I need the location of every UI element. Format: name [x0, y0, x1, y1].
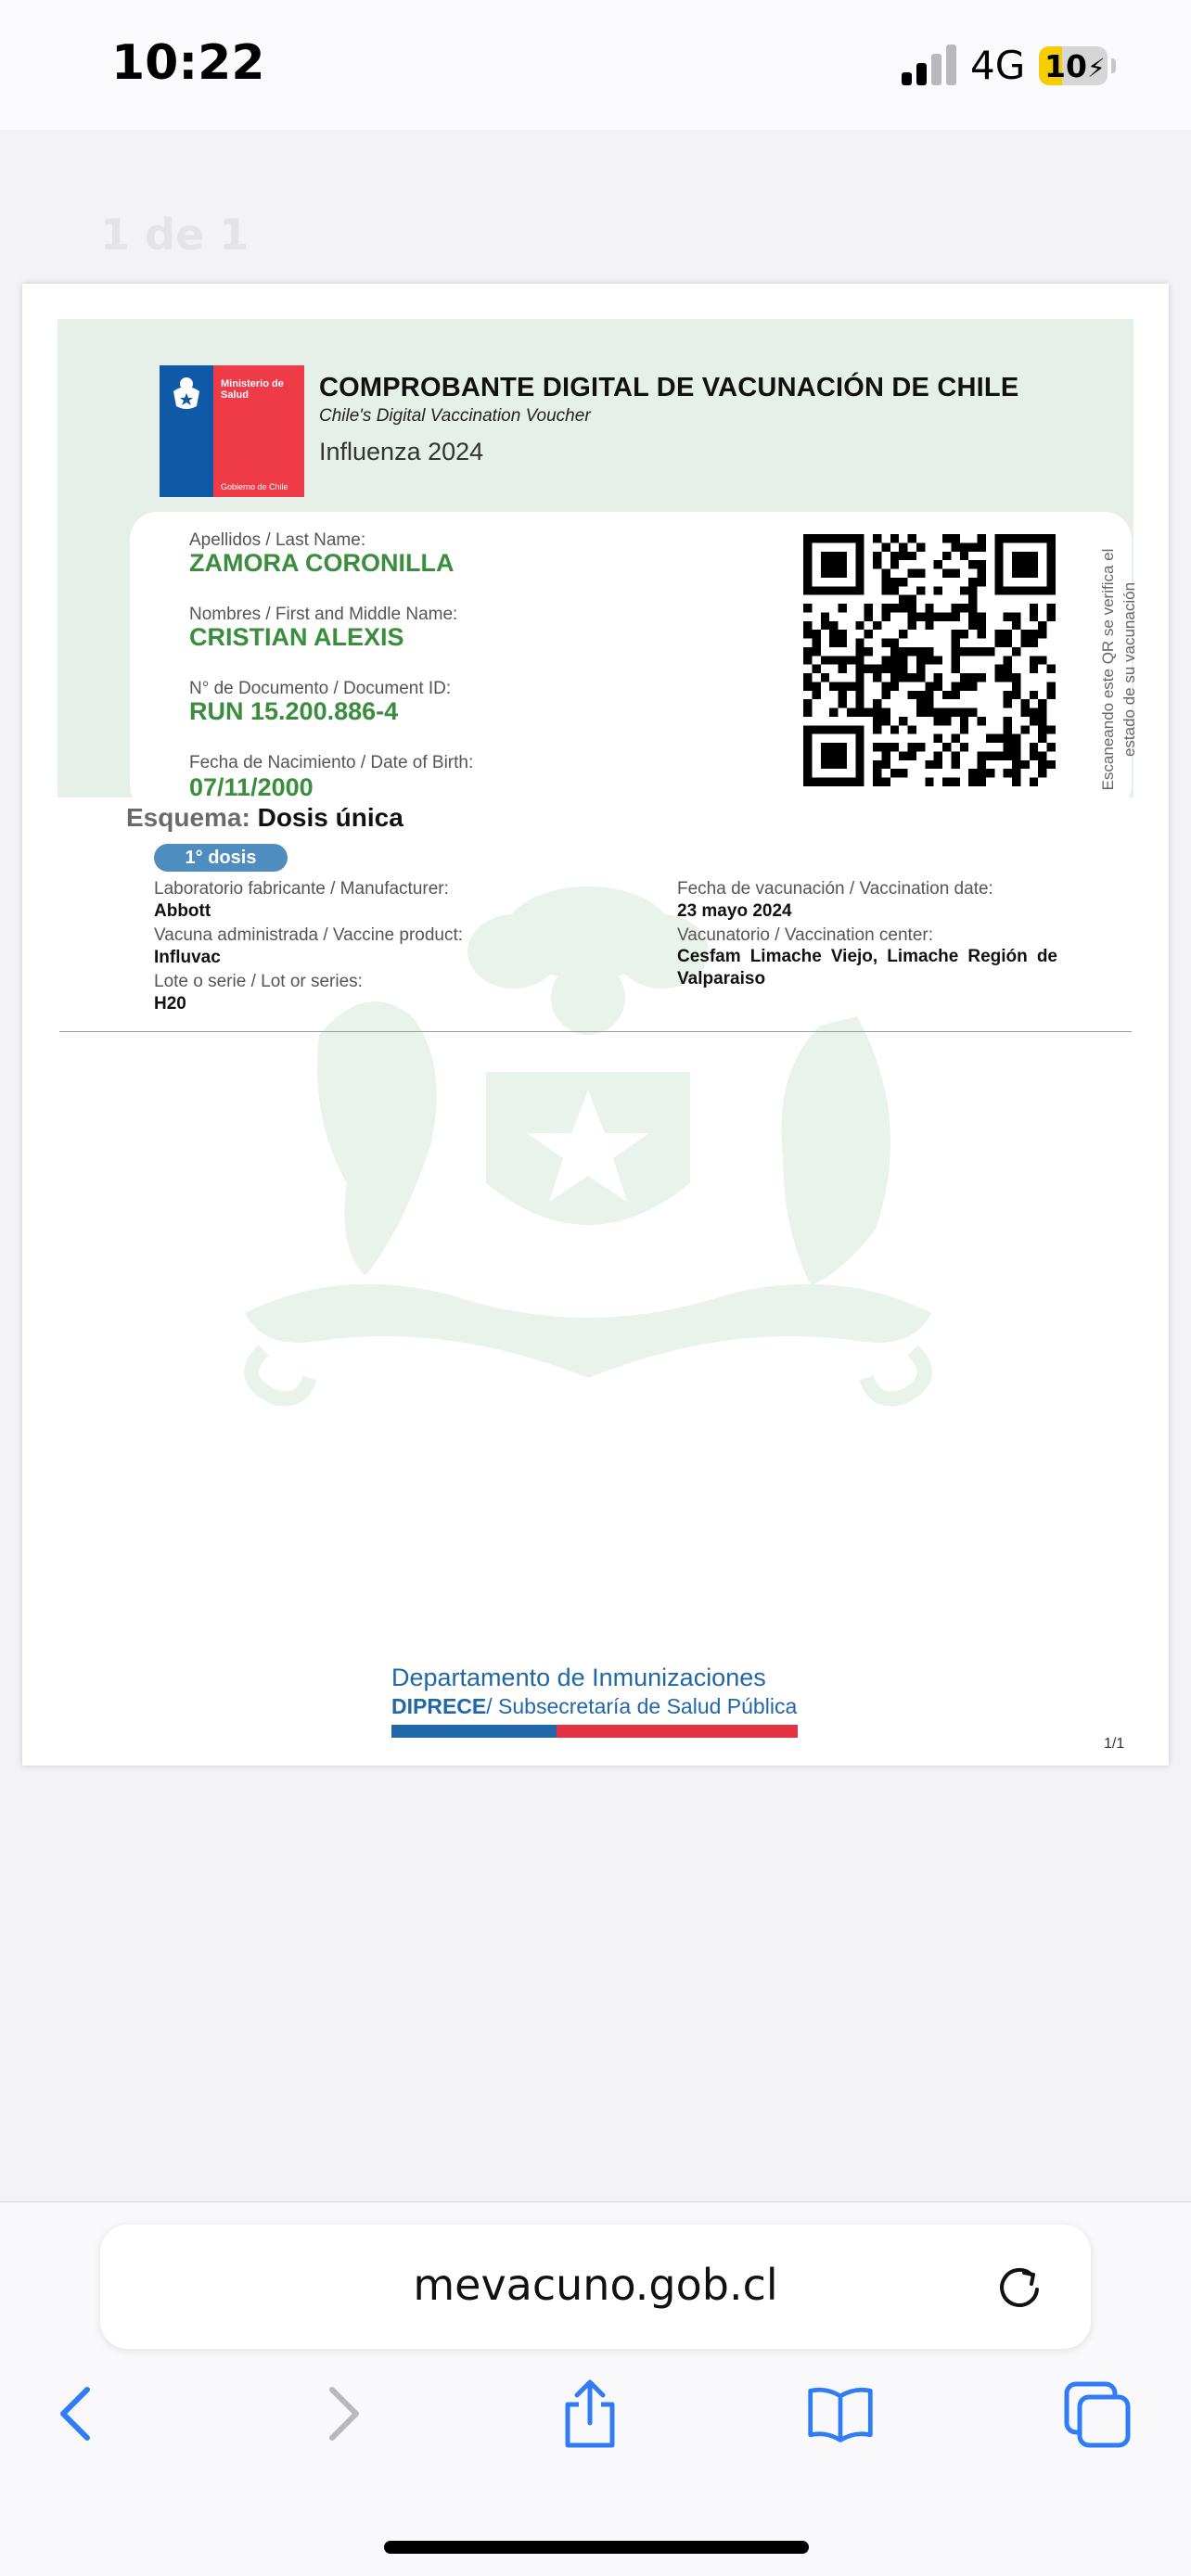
manufacturer-value: Abbott — [154, 901, 211, 921]
lot-label: Lote o serie / Lot or series: — [154, 972, 363, 991]
share-icon[interactable] — [553, 2377, 627, 2451]
bookmarks-icon[interactable] — [805, 2377, 876, 2451]
vaccination-document — [22, 284, 1169, 1766]
network-type: 4G — [970, 43, 1026, 88]
battery-icon — [1039, 46, 1108, 85]
department-name: Departamento de Inmunizaciones — [391, 1664, 766, 1691]
address-bar[interactable] — [100, 2225, 1091, 2349]
scheme-value: Dosis única — [257, 803, 403, 832]
document-id-label: N° de Documento / Document ID: — [189, 679, 452, 698]
document-header — [58, 319, 1138, 801]
birth-date-label: Fecha de Nacimiento / Date of Birth: — [189, 753, 474, 772]
first-name-label: Nombres / First and Middle Name: — [189, 605, 458, 624]
page-indicator: 1 de 1 — [100, 210, 250, 260]
department-footer — [391, 1664, 798, 1738]
ministry-logo — [160, 365, 304, 497]
home-indicator — [384, 2541, 809, 2554]
document-title: COMPROBANTE DIGITAL DE VACUNACIÓN DE CHILE — [319, 373, 1019, 402]
page-number: 1/1 — [1104, 1736, 1125, 1752]
subsecretaria-label: / Subsecretaría de Salud Pública — [486, 1694, 798, 1718]
first-name-value: CRISTIAN ALEXIS — [189, 623, 404, 651]
last-name-value: ZAMORA CORONILLA — [189, 549, 455, 577]
dose-badge: 1° dosis — [154, 844, 288, 872]
reload-icon[interactable] — [994, 2262, 1046, 2314]
back-icon[interactable] — [43, 2377, 117, 2451]
url-text[interactable]: mevacuno.gob.cl — [413, 2260, 778, 2310]
diprece-label: DIPRECE — [391, 1694, 487, 1718]
coat-of-arms-icon — [165, 371, 208, 414]
birth-date-value: 07/11/2000 — [189, 773, 314, 801]
vaccination-date-label: Fecha de vacunación / Vaccination date: — [677, 879, 993, 899]
signal-strength-icon — [902, 45, 957, 85]
qr-code[interactable] — [803, 532, 1056, 788]
scheme-label: Esquema: — [126, 803, 250, 832]
vaccination-scheme — [126, 803, 403, 833]
qr-note: Escaneando este QR se verifica el estado de su vacunación — [1099, 548, 1138, 791]
document-subtitle: Chile's Digital Vaccination Voucher — [319, 406, 591, 426]
last-name-label: Apellidos / Last Name: — [189, 530, 366, 550]
vaccination-date-value: 23 mayo 2024 — [677, 901, 792, 921]
forward-icon[interactable] — [302, 2377, 377, 2451]
browser-toolbar — [0, 2201, 1191, 2576]
vaccine-product-label: Vacuna administrada / Vaccine product: — [154, 925, 464, 945]
tabs-icon[interactable] — [1059, 2377, 1133, 2451]
government-name: Gobierno de Chile — [221, 482, 288, 491]
document-id-value: RUN 15.200.886-4 — [189, 697, 399, 725]
status-bar — [0, 0, 1191, 130]
vaccine-product-value: Influvac — [154, 948, 221, 967]
vaccination-center-value: Cesfam Limache Viejo, Limache Región de Valparaiso — [677, 947, 1057, 988]
divider — [59, 1031, 1132, 1032]
lot-value: H20 — [154, 994, 186, 1014]
ministry-name: Ministerio de Salud — [221, 378, 284, 401]
battery-level: 10 — [1044, 48, 1087, 84]
vaccination-center-label: Vacunatorio / Vaccination center: — [677, 925, 934, 945]
manufacturer-label: Laboratorio fabricante / Manufacturer: — [154, 879, 449, 899]
personal-info-card — [130, 512, 1138, 812]
charging-bolt-icon: ⚡ — [1086, 53, 1106, 83]
campaign-name: Influenza 2024 — [319, 438, 484, 465]
flag-color-bar — [391, 1725, 798, 1738]
clock: 10:22 — [111, 35, 265, 91]
